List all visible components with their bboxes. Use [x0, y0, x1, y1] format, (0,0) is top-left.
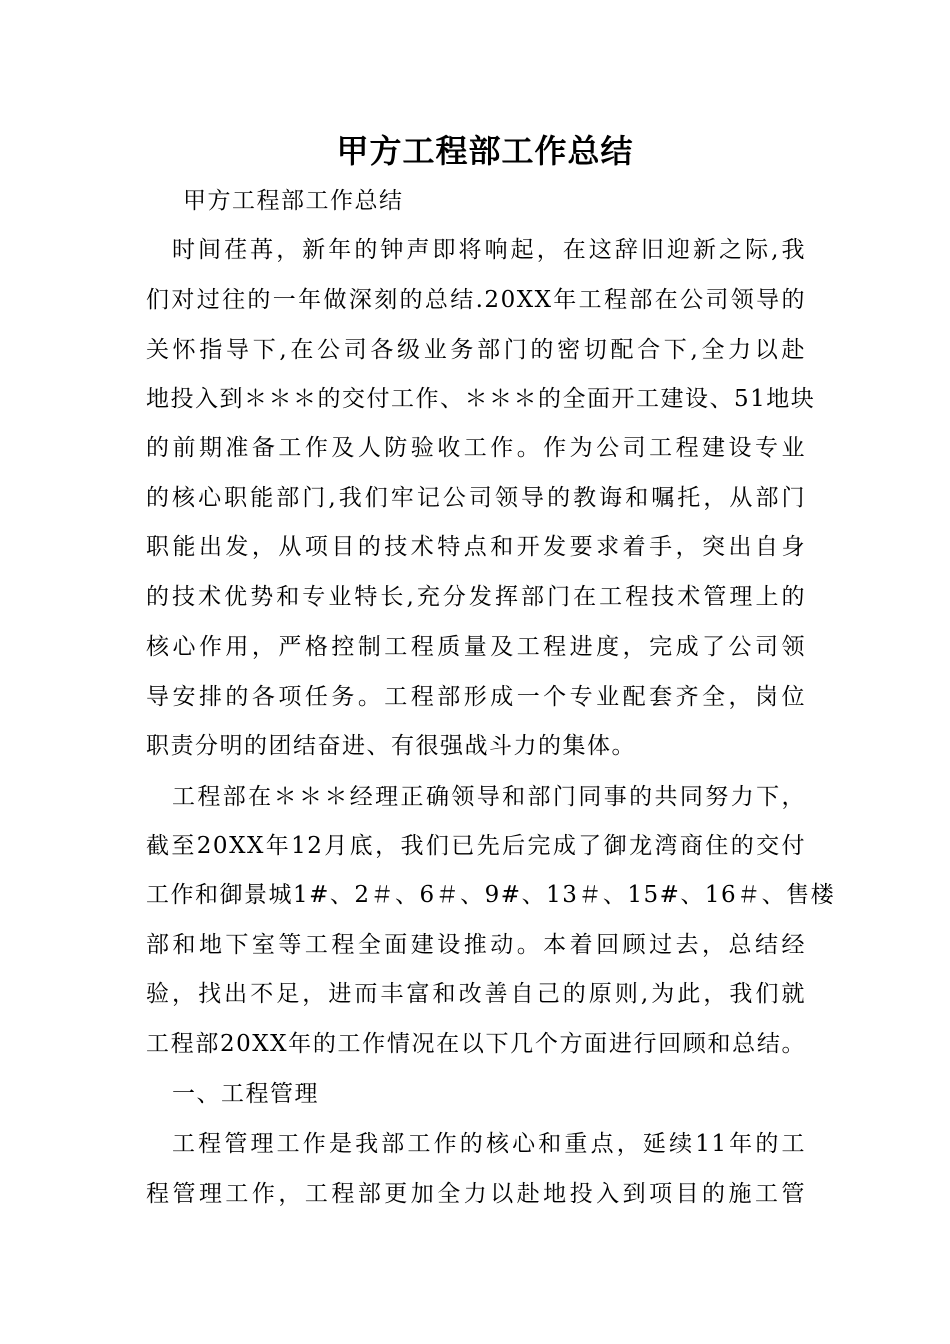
paragraph-line: 部和地下室等工程全面建设推动。本着回顾过去，总结经 — [146, 932, 806, 958]
section-heading: 一、工程管理 — [172, 1081, 319, 1107]
paragraph-line: 程管理工作，工程部更加全力以赴地投入到项目的施工管 — [146, 1181, 806, 1207]
paragraph-line: 截至20XX年12月底，我们已先后完成了御龙湾商住的交付 — [146, 833, 806, 859]
paragraph-line: 工程管理工作是我部工作的核心和重点，延续11年的工 — [172, 1131, 806, 1157]
paragraph-line: 们对过往的一年做深刻的总结.20XX年工程部在公司领导的 — [146, 287, 806, 313]
paragraph-line: 核心作用，严格控制工程质量及工程进度，完成了公司领 — [146, 634, 806, 660]
paragraph-line: 工程部20XX年的工作情况在以下几个方面进行回顾和总结。 — [146, 1031, 806, 1057]
paragraph-line: 工作和御景城1#、2＃、6＃、9#、13＃、15#、16＃、售楼 — [146, 882, 836, 908]
paragraph-line: 验，找出不足，进而丰富和改善自己的原则,为此，我们就 — [146, 981, 806, 1007]
paragraph-line: 职能出发，从项目的技术特点和开发要求着手，突出自身 — [146, 534, 806, 560]
paragraph-line: 关怀指导下,在公司各级业务部门的密切配合下,全力以赴 — [146, 337, 806, 363]
paragraph-line: 的前期准备工作及人防验收工作。作为公司工程建设专业 — [146, 435, 806, 461]
paragraph-line: 地投入到＊＊＊的交付工作、＊＊＊的全面开工建设、51地块 — [146, 386, 816, 412]
paragraph-line: 时间荏苒，新年的钟声即将响起，在这辞旧迎新之际,我 — [172, 237, 806, 263]
paragraph-line: 职责分明的团结奋进、有很强战斗力的集体。 — [146, 733, 636, 759]
paragraph-line: 工程部在＊＊＊经理正确领导和部门同事的共同努力下， — [172, 784, 806, 810]
paragraph-line: 的技术优势和专业特长,充分发挥部门在工程技术管理上的 — [146, 584, 806, 610]
document-subtitle: 甲方工程部工作总结 — [183, 188, 404, 214]
paragraph-line: 的核心职能部门,我们牢记公司领导的教诲和嘱托，从部门 — [146, 485, 806, 511]
document-title: 甲方工程部工作总结 — [336, 132, 634, 170]
paragraph-line: 导安排的各项任务。工程部形成一个专业配套齐全，岗位 — [146, 684, 806, 710]
